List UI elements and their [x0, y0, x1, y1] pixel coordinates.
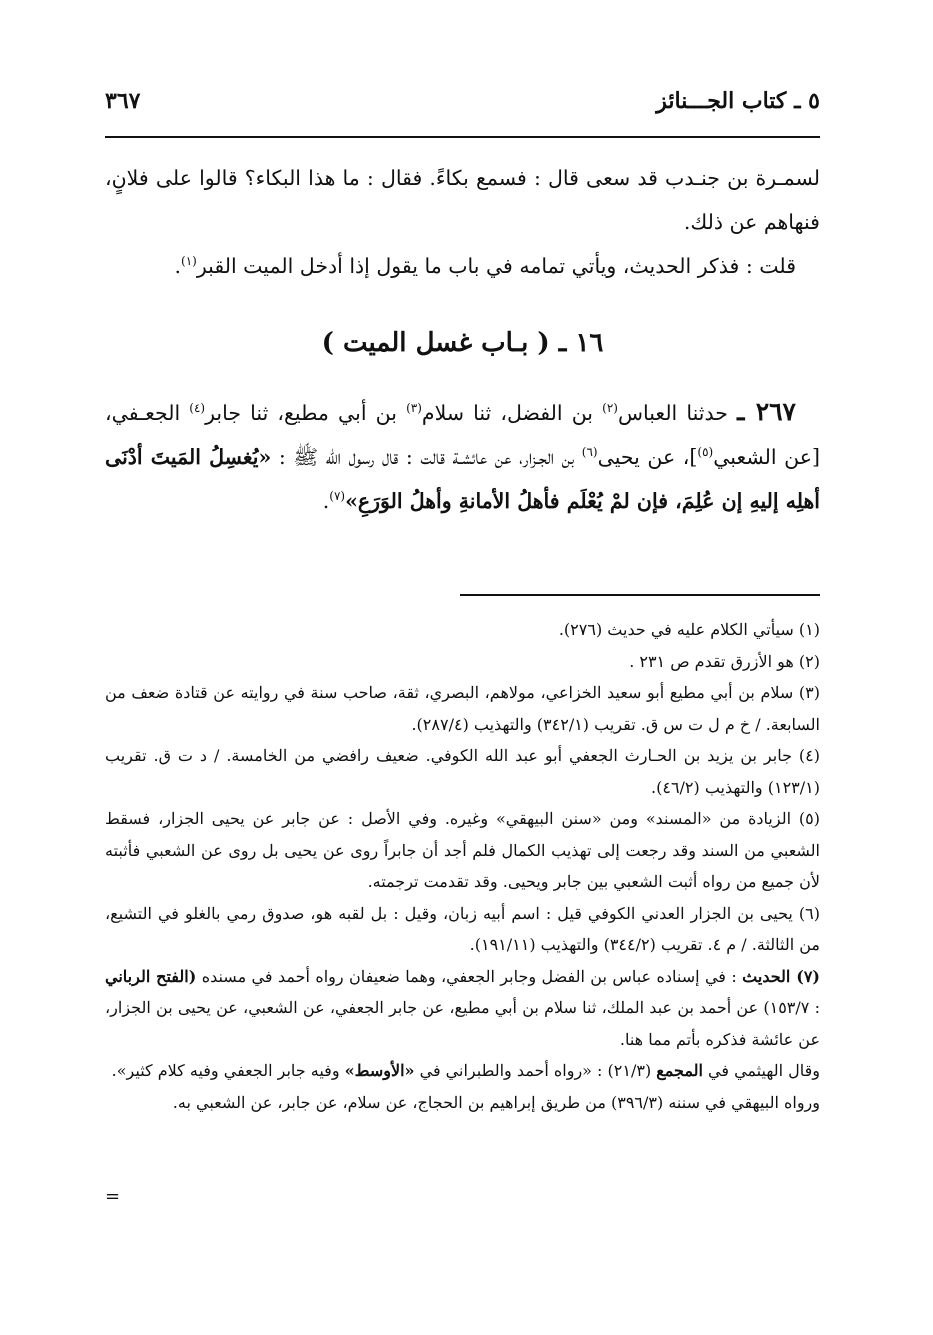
footnote-ref-5: (٥) — [697, 445, 714, 460]
footnote-ref-7: (٧) — [329, 489, 346, 504]
footnote-7-text-a: : في إسناده عباس بن الفضل وجابر الجعفي، وهما ضعيفان رواه أحمد في مسنده — [196, 966, 743, 986]
footnote-2: (٢) هو الأزرق تقدم ص ٢٣١ . — [629, 651, 820, 671]
footnote-9: ورواه البيهقي في سننه (٣٩٦/٣) من طريق إبراهيم بن الحجاج، عن سلام، عن جابر، عن الشعبي به. — [172, 1092, 820, 1112]
paragraph-2 — [105, 244, 820, 288]
footnote-ref-3: (٣) — [406, 401, 422, 416]
footnote-rule — [460, 594, 820, 596]
footnote-ref-6: (٦) — [581, 445, 598, 460]
footnote-8-book: المجمع — [656, 1061, 703, 1080]
footnote-7-text-b: : ١٥٣/٧) عن أحمد بن عبد الملك، ثنا سلام بن أبي مطيع، عن جابر الجعفي، عن الشعبي، عن يحيى بن الجزار، عن عائشة فذكره بأتم مما هنا. — [105, 998, 820, 1049]
continuation-mark: = — [105, 1186, 121, 1207]
footnote-5: (٥) الزيادة من «المسند» ومن «سنن البيهقي» وغيره. وفي الأصل : عن جابر عن يحيى الجزار، فسقط الشعبي من السند وقد رجعت إلى تهذيب الكمال فلم أجد أن جابراً روى عن يحيى بل روى عن الشعبي فأثبته لأن جميع من رواه أثبت الشعبي بين جابر ويحيى. وقد تقدمت ترجمته. — [105, 809, 820, 891]
hadith-text-e: ]، عن يحيى — [597, 445, 698, 469]
footnote-8-book-2: «الأوسط» — [344, 1061, 415, 1080]
chapter-title: ٥ ـ كتاب الجـــنائز — [656, 88, 820, 114]
footnote-6: (٦) يحيى بن الجزار العدني الكوفي قيل : اسم أبيه زبان، وقيل : بل لقبه هو، صدوق رمي بالغلو في التشيع، من الثالثة. / م ٤. تقريب (٣٤٤/٢) والتهذيب (١٩١/١١). — [105, 903, 820, 954]
footnotes — [105, 614, 820, 1118]
hadith-text-f: بن الجـزار، عن عائشـة قالت : قال رسول الله ﷺ : — [271, 445, 582, 469]
footnote-8 — [105, 1055, 820, 1087]
footnote-4: (٤) جابر بن يزيد بن الحـارث الجعفي أبو عبد الله الكوفي. ضعيف رافضي من الخامسة. / د ت ق. تقريب (١٢٣/١) والتهذيب (٤٦/٢). — [105, 746, 820, 797]
page-header — [105, 82, 820, 128]
footnote-7-label: (٧) الحديث — [742, 966, 820, 986]
section-title: ١٦ ـ ( بـاب غسل الميت ) — [321, 328, 604, 358]
footnote-8-text-c: وفيه جابر الجعفي وفيه كلام كثير». — [111, 1061, 345, 1080]
footnote-7-book: (الفتح الرباني — [105, 966, 197, 986]
footnote-1: (١) سيأتي الكلام عليه في حديث (٢٧٦). — [558, 620, 820, 639]
footnote-7 — [105, 961, 820, 1056]
header-rule — [105, 136, 820, 138]
page-number: ٣٦٧ — [105, 88, 141, 114]
p2-text: قلت : فذكر الحديث، ويأتي تمامه في باب ما يقول إذا أدخل الميت القبر — [196, 254, 796, 278]
main-text — [105, 156, 820, 523]
footnote-ref-2: (٢) — [602, 401, 618, 416]
footnote-8-text-b: (٢١/٣) : «رواه أحمد والطبراني في — [414, 1061, 657, 1080]
hadith-text-d: الجعـفي، [عن الشعبي — [105, 401, 821, 469]
footnote-ref-1: (١) — [181, 254, 197, 269]
hadith-number: ٢٦٧ ـ — [737, 397, 796, 426]
footnote-3: (٣) سلام بن أبي مطيع أبو سعيد الخزاعي، مولاهم، البصري، ثقة، صاحب سنة في روايته عن قتادة ضعف من السابعة. / خ م ل ت س ق. تقريب (٣٤٢/١) والتهذيب (٢٨٧/٤). — [105, 683, 820, 734]
hadith-text-b: بن الفضل، ثنا سلام — [421, 401, 603, 425]
hadith-end: . — [322, 489, 330, 513]
hadith-text-c: بن أبي مطيع، ثنا جابر — [205, 401, 407, 425]
footnote-ref-4: (٤) — [189, 401, 206, 416]
hadith-text-a: حدثنا العباس — [617, 401, 738, 425]
paragraph-1: لسمـرة بن جنـدب قد سعى قال : فسمع بكاءً. فقال : ما هذا البكاء؟ قالوا على فلانٍ، فنهاهم عن ذلك. — [105, 166, 820, 234]
footnote-8-text-a: وقال الهيثمي في — [702, 1061, 820, 1080]
prophetic-quote: «يُغسِلُ المَيتَ أدْنَى أهلِه إليهِ إن عُلِمَ، فإن لمْ يُعْلَم فأهلُ الأمانةِ وأهلُ الوَرَعِ» — [105, 445, 820, 513]
hadith-paragraph — [105, 390, 820, 523]
book-page — [105, 82, 821, 1207]
p2-end: . — [174, 254, 182, 278]
